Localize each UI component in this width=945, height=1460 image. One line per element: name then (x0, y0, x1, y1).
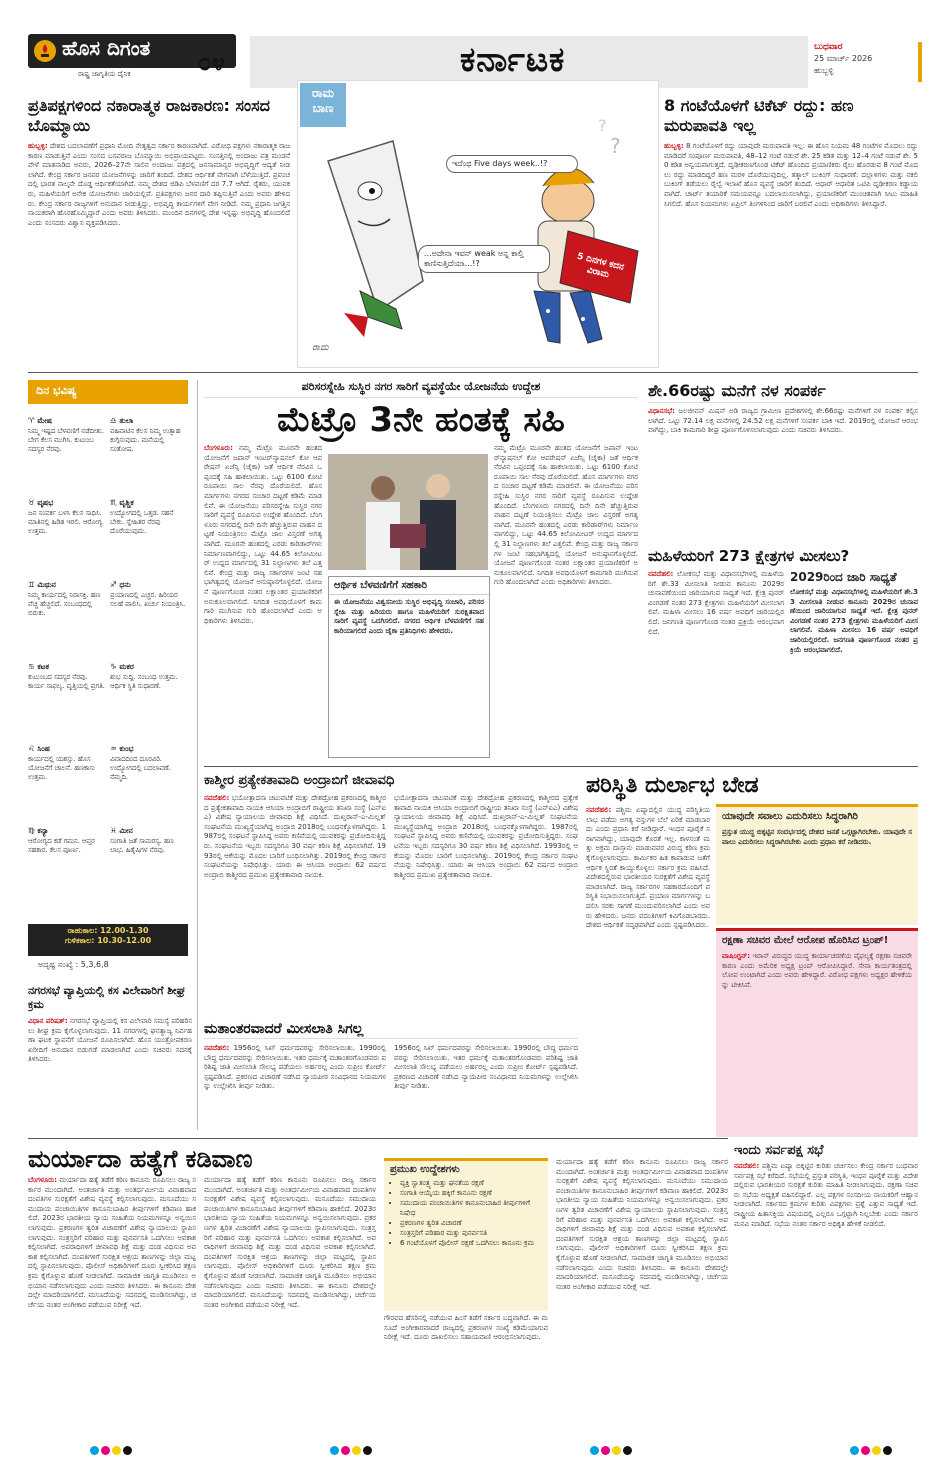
dateline: ನವದೆಹಲಿ: (204, 1044, 230, 1052)
story-conversion (204, 1020, 578, 1136)
list-item: • ಸಂತ್ರಸ್ತರಿಗೆ ಪರಿಹಾರ ಮತ್ತು ಪುನರ್ವಸತಿ (400, 1228, 542, 1238)
rahukala-box (28, 924, 188, 956)
story-subtitle: 2029ರಿಂದ ಜಾರಿ ಸಾಧ್ಯತೆ (790, 570, 897, 584)
objectives-list (384, 1178, 548, 1248)
metro-photo (328, 454, 488, 570)
lamp-icon (34, 40, 56, 62)
sign-text: 5 ದಿನಗಳ ಕದನ ವಿರಾಮ (575, 251, 625, 281)
box-title: ರಕ್ಷಣಾ ಸಚಿವರ ಮೇಲೆ ಆರೋಪ ಹೊರಿಸಿದ ಟ್ರಂಪ್! (722, 935, 889, 946)
story-body (586, 806, 710, 1134)
svg-text:?: ? (610, 134, 621, 158)
weekday: ಬುಧವಾರ (814, 42, 843, 52)
photo-placeholder-image (328, 454, 488, 570)
taurus-icon: ♉ (28, 498, 38, 507)
lucky-numbers: ಅದೃಷ್ಟ ಸಂಖ್ಯೆ : 5,3,6,8 (38, 960, 109, 969)
infobox-title: ಆರ್ಥಿಕ ಬೆಳವಣಿಗೆಗೆ ಸಹಕಾರಿ (329, 577, 489, 595)
dateline: ವಿಧಾನ ಪರಿಷತ್: (28, 1017, 68, 1025)
aquarius-icon: ♒ (110, 744, 120, 753)
story-body (648, 570, 784, 758)
bubble-left: ಇದೆಂಥ Five days week..!? (446, 155, 578, 173)
objectives-body: ಗೌರವದ ಹೆಸರಿನಲ್ಲಿ ನಡೆಯುವ ಹಿಂಸೆ ತಡೆಗೆ ಸರ್ಕಾರ ಬದ್ಧವಾಗಿದೆ. ಈ ಮಸೂದೆ ಅಂಗೀಕಾರವಾದರೆ ರಾಜ್ಯದಲ್ಲಿ ಪ್ರಕರಣಗಳ ಸಂಖ್ಯೆ ಕಡಿಮೆಯಾಗುವ ನಿರೀಕ್ಷೆ ಇದೆ. ದೂರು ದಾಖಲಿಸಲು ಸಹಾಯವಾಣಿ ಆರಂಭಿಸಲಾಗುವುದು. (384, 1314, 548, 1342)
page-number: ೦೪ (198, 48, 225, 76)
story-women (648, 546, 918, 760)
story-title: ಶೇ.66ರಷ್ಟು ಮನೆಗೆ ನಳ ಸಂಪರ್ಕ (648, 380, 918, 403)
box-body: ಪ್ರಸ್ತುತ ಯುದ್ಧ ಬಿಕ್ಕಟ್ಟಿನ ಸಂದರ್ಭದಲ್ಲಿ ದೇಶದ ಜನತೆ ಒಗ್ಗಟ್ಟಾಗಿರಬೇಕು. ಯಾವುದೇ ಸವಾಲು ಎದುರಿಸಲು ಸಿದ್ಧರಾಗಿರಬೇಕು ಎಂದು ಪ್ರಧಾನಿ ಕರೆ ನೀಡಿದರು. (722, 828, 912, 846)
bubble-right: ...ಅದೇನಾ ಇವನ್ weak ಅನ್ನ ಕಾಲ್ತಿ ಕಾಣಿಸುತ್ತಿದೆಯಾ...!? (418, 245, 550, 273)
leo-icon: ♌ (28, 744, 38, 753)
box-title: ಯಾವುದೇ ಸವಾಲು ಎದುರಿಸಲು ಸಿದ್ಧರಾಗಿರಿ (722, 811, 858, 822)
aries-icon: ♈ (28, 416, 38, 425)
story-title: ಕಾಶ್ಮೀರ ಪ್ರತ್ಯೇಕತಾವಾದಿ ಅಂದ್ರಾಬಿಗೆ ಜೀವಾವಧಿ (204, 773, 395, 788)
sign-mesha: ♈ ಮೇಷ ನಿಮ್ಮ ಇಷ್ಟದ ಬೆಳವಣಿಗೆ ನಡೆದೀತು. ಬೇಗ ಕೆಲಸ ಮುಗಿಸಿ. ಕುಟುಂಬ ಸದಸ್ಯರ ನೆರವು. (28, 416, 104, 453)
cartoon-signature: ರಾಮ (312, 343, 329, 353)
story-body-2: ಭಯೋತ್ಪಾದನಾ ಚಟುವಟಿಕೆ ಮತ್ತು ದೇಶದ್ರೋಹ ಪ್ರಕರಣದಲ್ಲಿ ಕಾಶ್ಮೀರದ ಪ್ರತ್ಯೇಕತಾವಾದಿ ನಾಯಕಿ ಆಸಿಯಾ ಅಂದ್ರಾಬಿಗೆ ರಾಷ್ಟ್ರೀಯ ತನಿಖಾ ಸಂಸ್ಥೆ (ಎನ್‌ಐಎ) ವಿಶೇಷ ನ್ಯಾಯಾಲಯ ಜೀವಾವಧಿ ಶಿಕ್ಷೆ ವಿಧಿಸಿದೆ. ದುಖ್ತರಾನ್-ಎ-ಮಿಲ್ಲತ್ ಸಂಘಟನೆಯ ಮುಖ್ಯಸ್ಥೆಯಾಗಿದ್ದ ಅಂದ್ರಾಬಿ 2018ರಲ್ಲಿ ಬಂಧನಕ್ಕೊಳಗಾಗಿದ್ದರು. 1987ರಲ್ಲಿ ಸಂಘಟನೆ ಸ್ಥಾಪಿಸಿದ್ದ ಅವರು ಕಣಿವೆಯಲ್ಲಿ ಯುವಕರನ್ನು ಪ್ರಚೋದಿಸುತ್ತಿದ್ದರು. ಸಂಘಟನೆಯ ಇಬ್ಬರು ಸದಸ್ಯರಿಗೂ 30 ವರ್ಷ ಕಠಿಣ ಶಿಕ್ಷೆ ವಿಧಿಸಲಾಗಿದೆ. 1993ರಲ್ಲಿ ಆಕೆಯನ್ನು ಮೊದಲ ಬಾರಿಗೆ ಬಂಧಿಸಲಾಗಿತ್ತು. 2019ರಲ್ಲಿ ಕೇಂದ್ರ ಸರ್ಕಾರ ಸಂಘಟನೆಯನ್ನು ನಿಷೇಧಿಸಿತ್ತು. ಯಾರು ಈ ಆಸಿಯಾ ಅಂದ್ರಾಬಿ: 62 ವರ್ಷದ ಅಂದ್ರಾಬಿ ಕಾಶ್ಮೀರದ ಪ್ರಮುಖ ಪ್ರತ್ಯೇಕತಾವಾದಿ ನಾಯಕಿ. (394, 794, 578, 879)
dateline: ಹುಬ್ಬಳ್ಳಿ: (664, 142, 684, 150)
story-title: ಮಹಿಳೆಯರಿಗೆ 273 ಕ್ಷೇತ್ರಗಳ ಮೀಸಲು? (648, 547, 850, 565)
date-block (814, 42, 922, 82)
pisces-icon: ♓ (110, 826, 120, 835)
sign-kumbha: ♒ ಕುಂಭ ವಿವಾದದಿಂದ ದೂರವಿರಿ. ಉದ್ಯೋಗದಲ್ಲಿ ಬದಲಾವಣೆ. ನೆಮ್ಮದಿ. (110, 744, 171, 781)
list-item: • ವ್ಯಕ್ತಿ ಸ್ವಾತಂತ್ರ್ಯ ಮತ್ತು ಘನತೆಯ ರಕ್ಷಣೆ (400, 1178, 542, 1188)
body-text: ಜಲಜೀವನ್ ಮಿಷನ್ ಅಡಿ ರಾಜ್ಯದ ಗ್ರಾಮೀಣ ಪ್ರದೇಶಗಳಲ್ಲಿ ಶೇ.66ರಷ್ಟು ಮನೆಗಳಿಗೆ ನಳ ಸಂಪರ್ಕ ಕಲ್ಪಿಸಲಾಗಿದೆ. ಒಟ್ಟು 72.14 ಲಕ್ಷ ಮನೆಗಳಲ್ಲಿ 24.52 ಲಕ್ಷ ಮನೆಗಳಿಗೆ ಸಂಪರ್ಕ ಬಾಕಿ ಇದೆ. 2019ರಲ್ಲಿ ಯೋಜನೆ ಆರಂಭವಾಗಿದ್ದು, ಬಾಕಿ ಕಾಮಗಾರಿ ಶೀಘ್ರ ಪೂರ್ಣಗೊಳಿಸಲಾಗುವುದು ಎಂದು ಸಚಿವರು ತಿಳಿಸಿದರು. (648, 407, 918, 435)
list-item: • ಸಮುದಾಯ ಪಂಚಾಯಿತಿಗಳ ಕಾನೂನುಬಾಹಿರ ತೀರ್ಪುಗಳಿಗೆ ನಿಷೇಧ (400, 1198, 542, 1218)
cartoon-drawing (298, 81, 658, 367)
dateline: ಬೆಂಗಳೂರು: (28, 1176, 57, 1184)
sign-meena: ♓ ಮೀನ ಸಂಗಾತಿ ಜತೆ ಸಾಮರಸ್ಯ. ಹಣ ಲಾಭ. ಹಿತೈಷಿಗಳ ನೆರವು. (110, 826, 174, 854)
dateline: ನವದೆಹಲಿ: (734, 1162, 760, 1170)
rahukala: ರಾಹುಕಾಲ: 12.00-1.30 (67, 926, 149, 935)
body-text: 8 ಗಂಟೆಯೊಳಗೆ ರದ್ದು ಯಾವುದೇ ಮರುಪಾವತಿ ಇಲ್ಲ: ಈ ಹೊಸ ನಿಯಮ 48 ಗಂಟೆಗಳ ಮೊದಲು ರದ್ದು ಮಾಡಿದರೆ ಸಂಪೂರ್ಣ ಮರುಪಾವತಿ, 48–12 ಗಂಟೆ ನಡುವೆ ಶೇ. 25 ಕಡಿತ ಮತ್ತು 12–4 ಗಂಟೆ ನಡುವೆ ಶೇ. 50 ಕಡಿತ ಅನ್ವಯವಾಗುತ್ತದೆ. ದೃಢೀಕರಣಗೊಂಡ ಟಿಕೆಟ್ ಹೊಂದಿದ ಪ್ರಯಾಣಿಕರು ರೈಲು ಹೊರಡುವ 8 ಗಂಟೆ ಮೊದಲು ರದ್ದು ಮಾಡದಿದ್ದರೆ ಹಣ ಮರಳಿ ದೊರೆಯುವುದಿಲ್ಲ. ತತ್ಕಾಲ್ ಬುಕಿಂಗ್ ಸುಧಾರಣೆ: ದಲ್ಲಾಳಿಗಳು ಮತ್ತು ನಕಲಿ ಬುಕಿಂಗ್ ತಡೆಯಲು ರೈಲ್ವೆ ಇಲಾಖೆ ಹೊಸ ವ್ಯವಸ್ಥೆ ಜಾರಿಗೆ ತಂದಿದೆ. ಆಧಾರ್ ಆಧಾರಿತ ಒಟಿಪಿ ದೃಢೀಕರಣ ಕಡ್ಡಾಯವಾಗಿದೆ. ಚಾರ್ಟ್ ತಯಾರಿಕೆ ಸಮಯವನ್ನೂ ಬದಲಾಯಿಸಲಾಗಿದ್ದು, ಪ್ರಯಾಣಿಕರಿಗೆ ಮುಂಚಿತವಾಗಿ ಸೀಟು ಮಾಹಿತಿ ಸಿಗಲಿದೆ. ಹೊಸ ನಿಯಮಗಳು ಏಪ್ರಿಲ್ ತಿಂಗಳಿನಿಂದ ಜಾರಿಗೆ ಬರಲಿವೆ ಎಂದು ಅಧಿಕಾರಿಗಳು ತಿಳಿಸಿದ್ದಾರೆ. (664, 142, 918, 208)
cancer-icon: ♋ (28, 662, 38, 671)
body-text: ಪಶ್ಚಿಮ ಏಷ್ಯಾದಲ್ಲಿನ ಯುದ್ಧ ಪರಿಸ್ಥಿತಿಯ ಲಾಭ ಪಡೆದು ಅಗತ್ಯ ವಸ್ತುಗಳ ಬೆಲೆ ಏರಿಕೆ ಮಾಡಬಾರದು ಎಂದು ಪ್ರಧಾನಿ ಕರೆ ನೀಡಿದ್ದಾರೆ. ಇಂಧನ ಪೂರೈಕೆ ಸರಾಗವಾಗಿದ್ದು, ಯಾವುದೇ ಕೊರತೆ ಇಲ್ಲ. ಕಾಳಸಂತೆ ಮತ್ತು ಅಕ್ರಮ ದಾಸ್ತಾನು ಮಾಡುವವರ ವಿರುದ್ಧ ಕಠಿಣ ಕ್ರಮ ಕೈಗೊಳ್ಳಲಾಗುವುದು. ಕಾರ್ಮಿಕರ ಹಿತ ಕಾಪಾಡುವ ಜತೆಗೆ ಆರ್ಥಿಕ ಸ್ಥಿರತೆ ಕಾಯ್ದುಕೊಳ್ಳಲು ಸರ್ಕಾರ ಕ್ರಮ ವಹಿಸಿದೆ. ವಿದೇಶದಲ್ಲಿರುವ ಭಾರತೀಯರ ಸುರಕ್ಷತೆಗೆ ವಿಶೇಷ ವ್ಯವಸ್ಥೆ ಮಾಡಲಾಗಿದೆ. ರಾಜ್ಯ ಸರ್ಕಾರಗಳ ಸಹಕಾರದೊಂದಿಗೆ ಪರಿಸ್ಥಿತಿ ನಿಭಾಯಿಸಲಾಗುತ್ತಿದೆ. ಪ್ರಯಾಣ ಮಾರ್ಗಗಳನ್ನು ಬದಲಿಸಿ ಸರಕು ಸಾಗಣೆ ಮುಂದುವರಿಸಲಾಗಿದೆ ಎಂದು ಅವರು ಹೇಳಿದರು. ಜನರು ವದಂತಿಗಳಿಗೆ ಕಿವಿಗೊಡಬಾರದು. ದೇಶದ ಆರ್ಥಿಕತೆ ಸದೃಢವಾಗಿದೆ ಎಂದು ಸ್ಪಷ್ಟಪಡಿಸಿದರು. (586, 806, 710, 930)
body-text: ಭಯೋತ್ಪಾದನಾ ಚಟುವಟಿಕೆ ಮತ್ತು ದೇಶದ್ರೋಹ ಪ್ರಕರಣದಲ್ಲಿ ಕಾಶ್ಮೀರದ ಪ್ರತ್ಯೇಕತಾವಾದಿ ನಾಯಕಿ ಆಸಿಯಾ ಅಂದ್ರಾಬಿಗೆ ರಾಷ್ಟ್ರೀಯ ತನಿಖಾ ಸಂಸ್ಥೆ (ಎನ್‌ಐಎ) ವಿಶೇಷ ನ್ಯಾಯಾಲಯ ಜೀವಾವಧಿ ಶಿಕ್ಷೆ ವಿಧಿಸಿದೆ. ದುಖ್ತರಾನ್-ಎ-ಮಿಲ್ಲತ್ ಸಂಘಟನೆಯ ಮುಖ್ಯಸ್ಥೆಯಾಗಿದ್ದ ಅಂದ್ರಾಬಿ 2018ರಲ್ಲಿ ಬಂಧನಕ್ಕೊಳಗಾಗಿದ್ದರು. 1987ರಲ್ಲಿ ಸಂಘಟನೆ ಸ್ಥಾಪಿಸಿದ್ದ ಅವರು ಕಣಿವೆಯಲ್ಲಿ ಯುವಕರನ್ನು ಪ್ರಚೋದಿಸುತ್ತಿದ್ದರು. ಸಂಘಟನೆಯ ಇಬ್ಬರು ಸದಸ್ಯರಿಗೂ 30 ವರ್ಷ ಕಠಿಣ ಶಿಕ್ಷೆ ವಿಧಿಸಲಾಗಿದೆ. 1993ರಲ್ಲಿ ಆಕೆಯನ್ನು ಮೊದಲ ಬಾರಿಗೆ ಬಂಧಿಸಲಾಗಿತ್ತು. 2019ರಲ್ಲಿ ಕೇಂದ್ರ ಸರ್ಕಾರ ಸಂಘಟನೆಯನ್ನು ನಿಷೇಧಿಸಿತ್ತು. ಯಾರು ಈ ಆಸಿಯಾ ಅಂದ್ರಾಬಿ: 62 ವರ್ಷದ ಅಂದ್ರಾಬಿ ಕಾಶ್ಮೀರದ ಪ್ರಮುಖ ಪ್ರತ್ಯೇಕತಾವಾದಿ ನಾಯಕಿ. (204, 794, 386, 879)
list-item: • ಸಂಗಾತಿ ಆಯ್ಕೆಯ ಹಕ್ಕಿಗೆ ಕಾನೂನು ರಕ್ಷಣೆ (400, 1188, 542, 1198)
story-kashmir (204, 772, 578, 1012)
capricorn-icon: ♑ (110, 662, 120, 671)
story-title: ಮರ್ಯಾದಾ ಹತ್ಯೆಗೆ ಕಡಿವಾಣ (28, 1145, 253, 1173)
brand-name: ಹೊಸ ದಿಗಂತ (62, 36, 151, 60)
story-kicker: ಪರಿಸರಸ್ನೇಹಿ ಸುಸ್ಥಿರ ನಗರ ಸಾರಿಗೆ ವ್ಯವಸ್ಥೆಯೇ ಯೋಜನೆಯ ಉದ್ದೇಶ (204, 380, 638, 398)
story-title: ಇಂದು ಸರ್ವಪಕ್ಷ ಸಭೆ (734, 1143, 824, 1158)
story-body-2: 1956ರಲ್ಲಿ ಸಿಖ್ ಧರ್ಮದವರನ್ನು ಸೇರಿಸಲಾಯಿತು. 1990ರಲ್ಲಿ ಬೌದ್ಧ ಧರ್ಮದವರನ್ನು ಸೇರಿಸಲಾಯಿತು. ಇತರ ಧರ್ಮಕ್ಕೆ ಮತಾಂತರಗೊಂಡವರು ಪರಿಶಿಷ್ಟ ಜಾತಿ ಮೀಸಲಾತಿ ಸೌಲಭ್ಯ ಪಡೆಯಲು ಅರ್ಹರಲ್ಲ ಎಂದು ಸುಪ್ರೀಂ ಕೋರ್ಟ್ ಸ್ಪಷ್ಟಪಡಿಸಿದೆ. ಪ್ರಕರಣದ ವಿಚಾರಣೆ ನಡೆಸಿದ ನ್ಯಾಯಪೀಠ ಸಂವಿಧಾನದ ನಿಯಮಗಳನ್ನು ಉಲ್ಲೇಖಿಸಿ ತೀರ್ಪು ನೀಡಿತು. (394, 1044, 578, 1091)
body-text: ಲೋಕಸಭೆ ಮತ್ತು ವಿಧಾನಸಭೆಗಳಲ್ಲಿ ಮಹಿಳೆಯರಿಗೆ ಶೇ.33 ಮೀಸಲಾತಿ ನೀಡುವ ಕಾನೂನು 2029ರ ಚುನಾವಣೆಯಿಂದ ಜಾರಿಯಾಗುವ ಸಾಧ್ಯತೆ ಇದೆ. ಕ್ಷೇತ್ರ ಪುನರ್ ವಿಂಗಡಣೆ ನಂತರ 273 ಕ್ಷೇತ್ರಗಳು ಮಹಿಳೆಯರಿಗೆ ಮೀಸಲಾಗಲಿವೆ. ಮಹಿಳಾ ಮೀಸಲು 16 ವರ್ಷ ಅವಧಿಗೆ ಜಾರಿಯಲ್ಲಿರಲಿದೆ. ಜನಗಣತಿ ಪೂರ್ಣಗೊಂಡ ನಂತರ ಪ್ರಕ್ರಿಯೆ ಆರಂಭವಾಗಲಿದೆ. (648, 570, 784, 636)
horoscope-title: ದಿನ ಭವಿಷ್ಯ (28, 380, 188, 404)
box-objectives (384, 1158, 548, 1311)
dateline: ವಿಧಾನಸಭೆ: (648, 407, 675, 415)
story-water (648, 380, 918, 540)
divider (204, 766, 918, 767)
sign-makara: ♑ ಮಕರ ಶುಭ ಸುದ್ದಿ. ಸಂಬಂಧ ಉತ್ತಮ. ಆರ್ಥಿಕ ಸ್ಥಿತಿ ಸುಧಾರಣೆ. (110, 662, 178, 690)
dateline: ಹುಬ್ಬಳ್ಳಿ: (28, 142, 48, 150)
section-title: ಕರ್ನಾಟಕ (460, 40, 566, 80)
svg-text:?: ? (598, 116, 607, 135)
story-title: ಪರಿಸ್ಥಿತಿ ದುರ್ಲಾಭ ಬೇಡ (586, 773, 759, 798)
list-item: • 6 ಗಂಟೆಯೊಳಗೆ ಪೊಲೀಸ್ ರಕ್ಷಣೆ ಒದಗಿಸಲು ಕಾನೂನು ಕ್ರಮ (400, 1238, 542, 1248)
date: 25 ಮಾರ್ಚ್ 2026 (814, 54, 873, 63)
dateline: ನವದೆಹಲಿ: (586, 806, 612, 814)
story-body-2: ಮರ್ಯಾದಾ ಹತ್ಯೆ ತಡೆಗೆ ಕಠಿಣ ಕಾನೂನು ರೂಪಿಸಲು ರಾಜ್ಯ ಸರ್ಕಾರ ಮುಂದಾಗಿದೆ. ಅಂತರ್ಜಾತಿ ಮತ್ತು ಅಂತರ್ಧರ್ಮೀಯ ವಿವಾಹವಾದ ದಂಪತಿಗಳ ಸುರಕ್ಷತೆಗೆ ವಿಶೇಷ ವ್ಯವಸ್ಥೆ ಕಲ್ಪಿಸಲಾಗುವುದು. ಮಸೂದೆಯು ಸಮುದಾಯ ಪಂಚಾಯಿತಿಗಳ ಕಾನೂನುಬಾಹಿರ ತೀರ್ಪುಗಳಿಗೆ ಕಡಿವಾಣ ಹಾಕಲಿದೆ. 2023ರ ಭಾರತೀಯ ನ್ಯಾಯ ಸಂಹಿತೆಯ ನಿಯಮಗಳನ್ನೂ ಅನ್ವಯಿಸಲಾಗುವುದು. ಪ್ರಕರಣಗಳ ತ್ವರಿತ ವಿಚಾರಣೆಗೆ ವಿಶೇಷ ನ್ಯಾಯಾಲಯ ಸ್ಥಾಪಿಸಲಾಗುವುದು. ಸಂತ್ರಸ್ತರಿಗೆ ಪರಿಹಾರ ಮತ್ತು ಪುನರ್ವಸತಿ ಒದಗಿಸಲು ಅವಕಾಶ ಕಲ್ಪಿಸಲಾಗಿದೆ. ಅಪರಾಧಿಗಳಿಗೆ ಜೀವಾವಧಿ ಶಿಕ್ಷೆ ಮತ್ತು ದಂಡ ವಿಧಿಸುವ ಅವಕಾಶ ಕಲ್ಪಿಸಲಾಗಿದೆ. ದಂಪತಿಗಳಿಗೆ ಸುರಕ್ಷಿತ ಆಶ್ರಯ ತಾಣಗಳನ್ನು ಜಿಲ್ಲಾ ಮಟ್ಟದಲ್ಲಿ ಸ್ಥಾಪಿಸಲಾಗುವುದು. ಪೊಲೀಸ್ ಅಧಿಕಾರಿಗಳಿಗೆ ದೂರು ಸ್ವೀಕರಿಸಿದ ತಕ್ಷಣ ಕ್ರಮ ಕೈಗೊಳ್ಳುವ ಹೊಣೆ ನೀಡಲಾಗಿದೆ. ಸಾಮಾಜಿಕ ಜಾಗೃತಿ ಮೂಡಿಸಲು ಅಭಿಯಾನ ನಡೆಸಲಾಗುವುದು ಎಂದು ಸಚಿವರು ತಿಳಿಸಿದರು. ಈ ಕಾನೂನು ದೇಶದಲ್ಲೇ ಮಾದರಿಯಾಗಲಿದೆ. ಮಸೂದೆಯನ್ನು ಸದನದಲ್ಲಿ ಮಂಡಿಸಲಾಗಿದ್ದು, ಚರ್ಚೆಯ ನಂತರ ಅಂಗೀಕಾರ ಪಡೆಯುವ ನಿರೀಕ್ಷೆ ಇದೆ. (204, 1176, 376, 1309)
registration-marks-mid (590, 1440, 634, 1459)
story-title: ನಗರಸಭೆ ವ್ಯಾಪ್ತಿಯಲ್ಲಿ ಕಸ ವಿಲೇವಾರಿಗೆ ಶೀಘ್ರ ಕ್ರಮ (28, 984, 186, 1011)
box-questions (716, 804, 918, 925)
story-body (28, 1017, 192, 1121)
dateline: ವಾಷಿಂಗ್ಟನ್: (722, 952, 751, 960)
dateline: ನವದೆಹಲಿ: (648, 570, 674, 578)
story-body-3: ಮರ್ಯಾದಾ ಹತ್ಯೆ ತಡೆಗೆ ಕಠಿಣ ಕಾನೂನು ರೂಪಿಸಲು ರಾಜ್ಯ ಸರ್ಕಾರ ಮುಂದಾಗಿದೆ. ಅಂತರ್ಜಾತಿ ಮತ್ತು ಅಂತರ್ಧರ್ಮೀಯ ವಿವಾಹವಾದ ದಂಪತಿಗಳ ಸುರಕ್ಷತೆಗೆ ವಿಶೇಷ ವ್ಯವಸ್ಥೆ ಕಲ್ಪಿಸಲಾಗುವುದು. ಮಸೂದೆಯು ಸಮುದಾಯ ಪಂಚಾಯಿತಿಗಳ ಕಾನೂನುಬಾಹಿರ ತೀರ್ಪುಗಳಿಗೆ ಕಡಿವಾಣ ಹಾಕಲಿದೆ. 2023ರ ಭಾರತೀಯ ನ್ಯಾಯ ಸಂಹಿತೆಯ ನಿಯಮಗಳನ್ನೂ ಅನ್ವಯಿಸಲಾಗುವುದು. ಪ್ರಕರಣಗಳ ತ್ವರಿತ ವಿಚಾರಣೆಗೆ ವಿಶೇಷ ನ್ಯಾಯಾಲಯ ಸ್ಥಾಪಿಸಲಾಗುವುದು. ಸಂತ್ರಸ್ತರಿಗೆ ಪರಿಹಾರ ಮತ್ತು ಪುನರ್ವಸತಿ ಒದಗಿಸಲು ಅವಕಾಶ ಕಲ್ಪಿಸಲಾಗಿದೆ. ಅಪರಾಧಿಗಳಿಗೆ ಜೀವಾವಧಿ ಶಿಕ್ಷೆ ಮತ್ತು ದಂಡ ವಿಧಿಸುವ ಅವಕಾಶ ಕಲ್ಪಿಸಲಾಗಿದೆ. ದಂಪತಿಗಳಿಗೆ ಸುರಕ್ಷಿತ ಆಶ್ರಯ ತಾಣಗಳನ್ನು ಜಿಲ್ಲಾ ಮಟ್ಟದಲ್ಲಿ ಸ್ಥಾಪಿಸಲಾಗುವುದು. ಪೊಲೀಸ್ ಅಧಿಕಾರಿಗಳಿಗೆ ದೂರು ಸ್ವೀಕರಿಸಿದ ತಕ್ಷಣ ಕ್ರಮ ಕೈಗೊಳ್ಳುವ ಹೊಣೆ ನೀಡಲಾಗಿದೆ. ಸಾಮಾಜಿಕ ಜಾಗೃತಿ ಮೂಡಿಸಲು ಅಭಿಯಾನ ನಡೆಸಲಾಗುವುದು ಎಂದು ಸಚಿವರು ತಿಳಿಸಿದರು. ಈ ಕಾನೂನು ದೇಶದಲ್ಲೇ ಮಾದರಿಯಾಗಲಿದೆ. ಮಸೂದೆಯನ್ನು ಸದನದಲ್ಲಿ ಮಂಡಿಸಲಾಗಿದ್ದು, ಚರ್ಚೆಯ ನಂತರ ಅಂಗೀಕಾರ ಪಡೆಯುವ ನಿರೀಕ್ಷೆ ಇದೆ. (556, 1158, 728, 1291)
divider (28, 372, 918, 373)
divider (28, 1138, 728, 1139)
brand-tagline: ರಾಷ್ಟ್ರ ಜಾಗೃತಿಯ ದೈನಿಕ (78, 70, 131, 78)
story-body-2: ಲೋಕಸಭೆ ಮತ್ತು ವಿಧಾನಸಭೆಗಳಲ್ಲಿ ಮಹಿಳೆಯರಿಗೆ ಶೇ.33 ಮೀಸಲಾತಿ ನೀಡುವ ಕಾನೂನು 2029ರ ಚುನಾವಣೆಯಿಂದ ಜಾರಿಯಾಗುವ ಸಾಧ್ಯತೆ ಇದೆ. ಕ್ಷೇತ್ರ ಪುನರ್ ವಿಂಗಡಣೆ ನಂತರ 273 ಕ್ಷೇತ್ರಗಳು ಮಹಿಳೆಯರಿಗೆ ಮೀಸಲಾಗಲಿವೆ. ಮಹಿಳಾ ಮೀಸಲು 16 ವರ್ಷ ಅವಧಿಗೆ ಜಾರಿಯಲ್ಲಿರಲಿದೆ. ಜನಗಣತಿ ಪೂರ್ಣಗೊಂಡ ನಂತರ ಪ್ರಕ್ರಿಯೆ ಆರಂಭವಾಗಲಿದೆ. (790, 588, 918, 654)
box-trump (716, 928, 918, 1137)
story-body (28, 142, 290, 364)
story-title: 8 ಗಂಟೆಯೊಳಗೆ ಟಿಕೆಟ್ ರದ್ದು: ಹಣ ಮರುಪಾವತಿ ಇಲ್ಲ (664, 96, 854, 135)
story-body-right: ನಮ್ಮ ಮೆಟ್ರೊ ಮೂರನೇ ಹಂತದ ಯೋಜನೆಗೆ ಜಪಾನ್ ಇಂಟರ್‌ನ್ಯಾಷನಲ್ ಕೋ ಆಪರೇಷನ್ ಏಜೆನ್ಸಿ (ಜೈಕಾ) ಜತೆ ಆರ್ಥಿಕ ನೆರವಿನ ಒಪ್ಪಂದಕ್ಕೆ ಸಹಿ ಹಾಕಲಾಯಿತು. ಒಟ್ಟು 6100 ಕೋಟಿ ರೂಪಾಯಿ ಸಾಲ ನೆರವು ದೊರೆಯಲಿದೆ. ಹೊಸ ಮಾರ್ಗಗಳು ನಗರದ ಸಂಚಾರ ದಟ್ಟಣೆ ಕಡಿಮೆ ಮಾಡಲಿವೆ. ಈ ಯೋಜನೆಯು ಪರಿಸರಸ್ನೇಹಿ ಸುಸ್ಥಿರ ನಗರ ಸಾರಿಗೆ ವ್ಯವಸ್ಥೆ ರೂಪಿಸುವ ಉದ್ದೇಶ ಹೊಂದಿದೆ. ಬೆಂಗಳೂರು ನಗರದಲ್ಲಿ ದಿನೇ ದಿನೇ ಹೆಚ್ಚುತ್ತಿರುವ ವಾಹನ ದಟ್ಟಣೆ ನಿಯಂತ್ರಿಸಲು ಮೆಟ್ರೊ ಜಾಲ ವಿಸ್ತರಣೆ ಅಗತ್ಯವಾಗಿದೆ. ಮೂರನೇ ಹಂತದಲ್ಲಿ ಎರಡು ಕಾರಿಡಾರ್‌ಗಳು ನಿರ್ಮಾಣವಾಗಲಿದ್ದು, ಒಟ್ಟು 44.65 ಕಿಲೋಮೀಟರ್ ಉದ್ದದ ಮಾರ್ಗದಲ್ಲಿ 31 ನಿಲ್ದಾಣಗಳು ತಲೆ ಎತ್ತಲಿವೆ. ಕೇಂದ್ರ ಮತ್ತು ರಾಜ್ಯ ಸರ್ಕಾರಗಳ ಜಂಟಿ ಸಹಭಾಗಿತ್ವದಲ್ಲಿ ಯೋಜನೆ ಅನುಷ್ಠಾನಗೊಳ್ಳಲಿದೆ. ಯೋಜನೆ ಪೂರ್ಣಗೊಂಡ ನಂತರ ಲಕ್ಷಾಂತರ ಪ್ರಯಾಣಿಕರಿಗೆ ಅನುಕೂಲವಾಗಲಿದೆ. ನಿಗದಿತ ಅವಧಿಯೊಳಗೆ ಕಾಮಗಾರಿ ಮುಗಿಸುವ ಗುರಿ ಹೊಂದಲಾಗಿದೆ ಎಂದು ಅಧಿಕಾರಿಗಳು ತಿಳಿಸಿದರು. (494, 444, 638, 587)
sign-kataka: ♋ ಕಟಕ ಕುಟುಂಬದ ಸದಸ್ಯರ ನೆರವು. ಕಾರ್ಯ ಸಾಫಲ್ಯ. ವೃತ್ತಿಯಲ್ಲಿ ಪ್ರಗತಿ. (28, 662, 105, 690)
gemini-icon: ♊ (28, 580, 38, 589)
body-text: ಮರ್ಯಾದಾ ಹತ್ಯೆ ತಡೆಗೆ ಕಠಿಣ ಕಾನೂನು ರೂಪಿಸಲು ರಾಜ್ಯ ಸರ್ಕಾರ ಮುಂದಾಗಿದೆ. ಅಂತರ್ಜಾತಿ ಮತ್ತು ಅಂತರ್ಧರ್ಮೀಯ ವಿವಾಹವಾದ ದಂಪತಿಗಳ ಸುರಕ್ಷತೆಗೆ ವಿಶೇಷ ವ್ಯವಸ್ಥೆ ಕಲ್ಪಿಸಲಾಗುವುದು. ಮಸೂದೆಯು ಸಮುದಾಯ ಪಂಚಾಯಿತಿಗಳ ಕಾನೂನುಬಾಹಿರ ತೀರ್ಪುಗಳಿಗೆ ಕಡಿವಾಣ ಹಾಕಲಿದೆ. 2023ರ ಭಾರತೀಯ ನ್ಯಾಯ ಸಂಹಿತೆಯ ನಿಯಮಗಳನ್ನೂ ಅನ್ವಯಿಸಲಾಗುವುದು. ಪ್ರಕರಣಗಳ ತ್ವರಿತ ವಿಚಾರಣೆಗೆ ವಿಶೇಷ ನ್ಯಾಯಾಲಯ ಸ್ಥಾಪಿಸಲಾಗುವುದು. ಸಂತ್ರಸ್ತರಿಗೆ ಪರಿಹಾರ ಮತ್ತು ಪುನರ್ವಸತಿ ಒದಗಿಸಲು ಅವಕಾಶ ಕಲ್ಪಿಸಲಾಗಿದೆ. ಅಪರಾಧಿಗಳಿಗೆ ಜೀವಾವಧಿ ಶಿಕ್ಷೆ ಮತ್ತು ದಂಡ ವಿಧಿಸುವ ಅವಕಾಶ ಕಲ್ಪಿಸಲಾಗಿದೆ. ದಂಪತಿಗಳಿಗೆ ಸುರಕ್ಷಿತ ಆಶ್ರಯ ತಾಣಗಳನ್ನು ಜಿಲ್ಲಾ ಮಟ್ಟದಲ್ಲಿ ಸ್ಥಾಪಿಸಲಾಗುವುದು. ಪೊಲೀಸ್ ಅಧಿಕಾರಿಗಳಿಗೆ ದೂರು ಸ್ವೀಕರಿಸಿದ ತಕ್ಷಣ ಕ್ರಮ ಕೈಗೊಳ್ಳುವ ಹೊಣೆ ನೀಡಲಾಗಿದೆ. ಸಾಮಾಜಿಕ ಜಾಗೃತಿ ಮೂಡಿಸಲು ಅಭಿಯಾನ ನಡೆಸಲಾಗುವುದು ಎಂದು ಸಚಿವರು ತಿಳಿಸಿದರು. ಈ ಕಾನೂನು ದೇಶದಲ್ಲೇ ಮಾದರಿಯಾಗಲಿದೆ. ಮಸೂದೆಯನ್ನು ಸದನದಲ್ಲಿ ಮಂಡಿಸಲಾಗಿದ್ದು, ಚರ್ಚೆಯ ನಂತರ ಅಂಗೀಕಾರ ಪಡೆಯುವ ನಿರೀಕ್ಷೆ ಇದೆ. (28, 1176, 196, 1309)
libra-icon: ♎ (110, 416, 120, 425)
story-body (734, 1162, 918, 1418)
dateline: ಬೆಂಗಳೂರು: (204, 444, 233, 452)
badge-top: ರಾಮ (312, 86, 334, 100)
sign-tula: ♎ ತುಲಾ ವಹಿವಾಟಿನ ಕೆಲಸ ನಿಮ್ಮ ಉತ್ಸಾಹ ಕುಗ್ಗಿಸುವುದು. ಮನೆಯಲ್ಲಿ ಸಂತೋಷ. (110, 416, 181, 453)
sign-kanya: ♍ ಕನ್ಯಾ ಆರೋಗ್ಯದ ಕಡೆ ಗಮನ. ಆಪ್ತರ ಸಹಕಾರ. ಕೆಲಸ ಪೂರ್ಣ. (28, 826, 95, 854)
story-tickets (664, 96, 918, 366)
box-title: ಪ್ರಮುಖ ಉದ್ದೇಶಗಳು (390, 1164, 460, 1175)
story-title: ಮೆಟ್ರೊ 3ನೇ ಹಂತಕ್ಕೆ ಸಹಿ (277, 400, 565, 440)
body-text: ನಮ್ಮ ಮೆಟ್ರೊ ಮೂರನೇ ಹಂತದ ಯೋಜನೆಗೆ ಜಪಾನ್ ಇಂಟರ್‌ನ್ಯಾಷನಲ್ ಕೋ ಆಪರೇಷನ್ ಏಜೆನ್ಸಿ (ಜೈಕಾ) ಜತೆ ಆರ್ಥಿಕ ನೆರವಿನ ಒಪ್ಪಂದಕ್ಕೆ ಸಹಿ ಹಾಕಲಾಯಿತು. ಒಟ್ಟು 6100 ಕೋಟಿ ರೂಪಾಯಿ ಸಾಲ ನೆರವು ದೊರೆಯಲಿದೆ. ಹೊಸ ಮಾರ್ಗಗಳು ನಗರದ ಸಂಚಾರ ದಟ್ಟಣೆ ಕಡಿಮೆ ಮಾಡಲಿವೆ. ಈ ಯೋಜನೆಯು ಪರಿಸರಸ್ನೇಹಿ ಸುಸ್ಥಿರ ನಗರ ಸಾರಿಗೆ ವ್ಯವಸ್ಥೆ ರೂಪಿಸುವ ಉದ್ದೇಶ ಹೊಂದಿದೆ. ಬೆಂಗಳೂರು ನಗರದಲ್ಲಿ ದಿನೇ ದಿನೇ ಹೆಚ್ಚುತ್ತಿರುವ ವಾಹನ ದಟ್ಟಣೆ ನಿಯಂತ್ರಿಸಲು ಮೆಟ್ರೊ ಜಾಲ ವಿಸ್ತರಣೆ ಅಗತ್ಯವಾಗಿದೆ. ಮೂರನೇ ಹಂತದಲ್ಲಿ ಎರಡು ಕಾರಿಡಾರ್‌ಗಳು ನಿರ್ಮಾಣವಾಗಲಿದ್ದು, ಒಟ್ಟು 44.65 ಕಿಲೋಮೀಟರ್ ಉದ್ದದ ಮಾರ್ಗದಲ್ಲಿ 31 ನಿಲ್ದಾಣಗಳು ತಲೆ ಎತ್ತಲಿವೆ. ಕೇಂದ್ರ ಮತ್ತು ರಾಜ್ಯ ಸರ್ಕಾರಗಳ ಜಂಟಿ ಸಹಭಾಗಿತ್ವದಲ್ಲಿ ಯೋಜನೆ ಅನುಷ್ಠಾನಗೊಳ್ಳಲಿದೆ. ಯೋಜನೆ ಪೂರ್ಣಗೊಂಡ ನಂತರ ಲಕ್ಷಾಂತರ ಪ್ರಯಾಣಿಕರಿಗೆ ಅನುಕೂಲವಾಗಲಿದೆ. ನಿಗದಿತ ಅವಧಿಯೊಳಗೆ ಕಾಮಗಾರಿ ಮುಗಿಸುವ ಗುರಿ ಹೊಂದಲಾಗಿದೆ ಎಂದು ಅಧಿಕಾರಿಗಳು ತಿಳಿಸಿದರು. (204, 444, 322, 625)
body-text: 1956ರಲ್ಲಿ ಸಿಖ್ ಧರ್ಮದವರನ್ನು ಸೇರಿಸಲಾಯಿತು. 1990ರಲ್ಲಿ ಬೌದ್ಧ ಧರ್ಮದವರನ್ನು ಸೇರಿಸಲಾಯಿತು. ಇತರ ಧರ್ಮಕ್ಕೆ ಮತಾಂತರಗೊಂಡವರು ಪರಿಶಿಷ್ಟ ಜಾತಿ ಮೀಸಲಾತಿ ಸೌಲಭ್ಯ ಪಡೆಯಲು ಅರ್ಹರಲ್ಲ ಎಂದು ಸುಪ್ರೀಂ ಕೋರ್ಟ್ ಸ್ಪಷ್ಟಪಡಿಸಿದೆ. ಪ್ರಕರಣದ ವಿಚಾರಣೆ ನಡೆಸಿದ ನ್ಯಾಯಪೀಠ ಸಂವಿಧಾನದ ನಿಯಮಗಳನ್ನು ಉಲ್ಲೇಖಿಸಿ ತೀರ್ಪು ನೀಡಿತು. (204, 1044, 386, 1091)
metro-infobox (328, 576, 490, 758)
body-text: ನಗರಸಭೆ ವ್ಯಾಪ್ತಿಯಲ್ಲಿ ಕಸ ವಿಲೇವಾರಿ ಸಮಸ್ಯೆ ಪರಿಹರಿಸಲು ಶೀಘ್ರ ಕ್ರಮ ಕೈಗೊಳ್ಳಲಾಗುವುದು. 11 ನಗರಗಳಲ್ಲಿ ಘನತ್ಯಾಜ್ಯ ನಿರ್ವಹಣಾ ಘಟಕ ಸ್ಥಾಪನೆಗೆ ಯೋಜನೆ ರೂಪಿಸಲಾಗಿದೆ. ಹೊಸ ಯಂತ್ರೋಪಕರಣ ಖರೀದಿಗೆ ಅನುದಾನ ಬಿಡುಗಡೆ ಮಾಡಲಾಗಿದೆ ಎಂದು ಸಚಿವರು ಸದನಕ್ಕೆ ತಿಳಿಸಿದರು. (28, 1017, 192, 1064)
list-item: • ಪ್ರಕರಣಗಳ ತ್ವರಿತ ವಿಚಾರಣೆ (400, 1218, 542, 1228)
box-body (716, 950, 918, 1118)
story-body-left (204, 444, 322, 756)
registration-marks-left (90, 1440, 134, 1459)
story-body (204, 794, 386, 1010)
missile-figure (328, 141, 423, 337)
horoscope-panel (28, 380, 188, 970)
story-garbage (28, 984, 192, 1124)
virgo-icon: ♍ (28, 826, 38, 835)
sign-vrishchika: ♏ ವೃಶ್ಚಿಕ ಉದ್ಯೋಗದಲ್ಲಿ ಒತ್ತಡ. ಸಹನೆ ಬೇಕು. ಸ್ನೇಹಿತರ ನೆರವು ದೊರೆಯುವುದು. (110, 498, 174, 535)
dateline: ನವದೆಹಲಿ: (204, 794, 230, 802)
sign-simha: ♌ ಸಿಂಹ ಕಾರ್ಯದಲ್ಲಿ ಯಶಸ್ಸು. ಹೊಸ ಯೋಜನೆಗೆ ಚಾಲನೆ. ಹಣಕಾಸು ಉತ್ತಮ. (28, 744, 96, 781)
body-text: ಇರಾನ್ ವಿರುದ್ಧದ ಯುದ್ಧ ಕಾರ್ಯಾಚರಣೆಯ ವೈಫಲ್ಯಕ್ಕೆ ರಕ್ಷಣಾ ಸಚಿವರೇ ಕಾರಣ ಎಂದು ಅಮೆರಿಕ ಅಧ್ಯಕ್ಷ ಟ್ರಂಪ್ ಆರೋಪಿಸಿದ್ದಾರೆ. ಸೇನಾ ಕಾರ್ಯತಂತ್ರದಲ್ಲಿ ಲೋಪ ಉಂಟಾಗಿದೆ ಎಂದು ಅವರು ಹೇಳಿದ್ದಾರೆ. ವಿರೋಧ ಪಕ್ಷಗಳು ಅಧ್ಯಕ್ಷರ ಹೇಳಿಕೆಯನ್ನು ಟೀಕಿಸಿವೆ. (722, 952, 912, 989)
story-honor (28, 1144, 728, 1434)
badge-bottom: ಬಾಣ (312, 101, 334, 115)
story-body (648, 407, 918, 535)
sagittarius-icon: ♐ (110, 580, 120, 589)
sign-grid (28, 408, 188, 888)
gulikakala: ಗುಳಿಕಕಾಲ: 10.30-12.00 (64, 936, 152, 945)
registration-marks-right (850, 1440, 894, 1459)
story-body (28, 1176, 196, 1432)
infobox-body: ಈ ಯೋಜನೆಯು ವಿಶ್ವಸನೀಯ ಸುಸ್ಥಿರ ಅಭಿವೃದ್ಧಿ ಸಂಚಾರಿ, ಪರಿಸರ ಸ್ನೇಹಿ ಮತ್ತು ಹಿರಿಯರು ಹಾಗೂ ಮಹಿಳೆಯರಿಗೆ ಸುರಕ್ಷಿತವಾದ ಸಾರಿಗೆ ವ್ಯವಸ್ಥೆ ಒದಗಿಸಲಿದೆ. ನಗರದ ಆರ್ಥಿಕ ಬೆಳವಣಿಗೆಗೆ ಸಹಕಾರಿಯಾಗಲಿದೆ ಎಂದು ಜೈಕಾ ಪ್ರತಿನಿಧಿಗಳು ಹೇಳಿದರು. (334, 598, 484, 635)
body-text: ದೇಶದ ಬದಲಾವಣೆಗೆ ಪ್ರಧಾನಿ ಮೋದಿ ನೇತೃತ್ವದ ಸರ್ಕಾರ ಕಾರಣವಾಗಿದೆ. ವಿರೋಧ ಪಕ್ಷಗಳು ನಕಾರಾತ್ಮಕ ರಾಜಕಾರಣ ಮಾಡುತ್ತಿವೆ ಎಂದು ಸಂಸದ ಬಸವರಾಜ ಬೊಮ್ಮಾಯಿ ಅಭಿಪ್ರಾಯಪಟ್ಟರು. ಸಂಸತ್ತಿನಲ್ಲಿ ಅಂದಾಜು ಪತ್ರ ಮಂಡನೆ ವೇಳೆ ಮಾತನಾಡಿದ ಅವರು, 2026–27ನೇ ಸಾಲಿನ ಅಂದಾಜು ಪತ್ರದಲ್ಲಿ ಜನಸಾಮಾನ್ಯರ ಅಭಿವೃದ್ಧಿಗೆ ಆದ್ಯತೆ ನೀಡಲಾಗಿದೆ. ಕೇಂದ್ರ ಸರ್ಕಾರ ಜನಪರ ಯೋಜನೆಗಳನ್ನು ಜಾರಿಗೆ ತಂದಿದೆ. ದೇಶದ ಆರ್ಥಿಕತೆ ವೇಗವಾಗಿ ಬೆಳೆಯುತ್ತಿದೆ. ಪ್ರಪಂಚದಲ್ಲಿ ಭಾರತ ನಾಲ್ಕನೇ ದೊಡ್ಡ ಆರ್ಥಿಕತೆಯಾಗಿದೆ. ನಮ್ಮ ದೇಶದ ಜಿಡಿಪಿ ಬೆಳವಣಿಗೆ ದರ 7.7 ಆಗಿದೆ. ರೈತರು, ಯುವಕರು, ಮಹಿಳೆಯರಿಗೆ ಅನೇಕ ಯೋಜನೆಗಳು ಜಾರಿಯಲ್ಲಿವೆ. ಪ್ರತಿಪಕ್ಷಗಳು ಜನರ ದಾರಿ ತಪ್ಪಿಸುತ್ತಿವೆ ಎಂದು ಅವರು ಹೇಳಿದರು. ಕೇಂದ್ರ ಸರ್ಕಾರ ರಾಜ್ಯಗಳಿಗೆ ಅನುದಾನ ನೀಡುತ್ತಿದ್ದು, ಅಭಿವೃದ್ಧಿ ಕಾರ್ಯಗಳಿಗೆ ವೇಗ ನೀಡಿದೆ. ನಮ್ಮ ಪ್ರಧಾನಿ ಜಗತ್ತಿನ ನಾಯಕರಾಗಿ ಹೊರಹೊಮ್ಮಿದ್ದಾರೆ ಎಂದು ಅವರು ತಿಳಿಸಿದರು. ಮುಂದಿನ ದಿನಗಳಲ್ಲಿ ದೇಶ ಇನ್ನಷ್ಟು ಅಭಿವೃದ್ಧಿ ಹೊಂದಲಿದೆ ಎಂದು ಸಂಸದರು ವಿಶ್ವಾಸ ವ್ಯಕ್ತಪಡಿಸಿದರು. (28, 142, 290, 227)
sign-vrishabha: ♉ ವೃಷಭ ಜನ ಸಂಪರ್ಕ ಬಳಸಿ ಕೆಲಸ ಸಾಧಿಸಿ. ಮಾತಿನಲ್ಲಿ ಹಿಡಿತ ಇರಲಿ. ಆರೋಗ್ಯ ಉತ್ತಮ. (28, 498, 103, 535)
story-hindu (734, 1142, 918, 1422)
sign-dhanu: ♐ ಧನು ಪ್ರಯಾಣದಲ್ಲಿ ಎಚ್ಚರ. ಹಿರಿಯರ ಸಲಹೆ ಪಾಲಿಸಿ. ಖರ್ಚು ನಿಯಂತ್ರಿಸಿ. (110, 580, 186, 608)
story-bommai (28, 96, 290, 366)
story-body (664, 142, 918, 364)
scorpio-icon: ♏ (110, 498, 120, 507)
registration-marks-center (330, 1440, 374, 1459)
story-title: ಪ್ರತಿಪಕ್ಷಗಳಿಂದ ನಕಾರಾತ್ಮಕ ರಾಜಕಾರಣ: ಸಂಸದ ಬೊಮ್ಮಾಯಿ (28, 96, 270, 135)
story-body (204, 1044, 386, 1134)
story-title: ಮತಾಂತರವಾದರೆ ಮೀಸಲಾತಿ ಸಿಗಲ್ಲ (204, 1020, 578, 1039)
story-metro (204, 380, 638, 760)
city: ಹುಬ್ಬಳ್ಳಿ (814, 66, 834, 75)
vertical-rule (197, 380, 198, 1130)
story-crisis (586, 772, 918, 1136)
body-text: ಪಶ್ಚಿಮ ಏಷ್ಯಾ ಬಿಕ್ಕಟ್ಟಿನ ಕುರಿತು ಚರ್ಚಿಸಲು ಕೇಂದ್ರ ಸರ್ಕಾರ ಬುಧವಾರ ಸರ್ವಪಕ್ಷ ಸಭೆ ಕರೆದಿದೆ. ಸಭೆಯಲ್ಲಿ ಪ್ರಸ್ತುತ ಪರಿಸ್ಥಿತಿ, ಇಂಧನ ಪೂರೈಕೆ ಮತ್ತು ವಿದೇಶದಲ್ಲಿರುವ ಭಾರತೀಯರ ಸುರಕ್ಷತೆ ಕುರಿತು ಮಾಹಿತಿ ನೀಡಲಾಗುವುದು. ರಕ್ಷಣಾ ಸಚಿವರು ಸಭೆಯ ಅಧ್ಯಕ್ಷತೆ ವಹಿಸಲಿದ್ದಾರೆ. ಎಲ್ಲ ಪಕ್ಷಗಳ ಸಂಸದೀಯ ನಾಯಕರಿಗೆ ಆಹ್ವಾನ ನೀಡಲಾಗಿದೆ. ಸರ್ಕಾರದ ಕ್ರಮಗಳ ಕುರಿತು ವಿಪಕ್ಷಗಳು ಪ್ರಶ್ನೆ ಎತ್ತುವ ಸಾಧ್ಯತೆ ಇದೆ. ರಾಷ್ಟ್ರೀಯ ಹಿತಾಸಕ್ತಿಯ ವಿಷಯದಲ್ಲಿ ಎಲ್ಲರೂ ಒಗ್ಗಟ್ಟಾಗಿ ನಿಲ್ಲಬೇಕು ಎಂದು ಸರ್ಕಾರ ಮನವಿ ಮಾಡಿದೆ. ಸಭೆಯ ನಂತರ ಸರ್ಕಾರ ಅಧಿಕೃತ ಹೇಳಿಕೆ ನೀಡಲಿದೆ. (734, 1162, 918, 1228)
cartoon-panel (297, 80, 659, 368)
sign-mithuna: ♊ ಮಿಥುನ ನಿಮ್ಮ ಕಾರ್ಯದಲ್ಲಿ ನಿರಾಸಕ್ತಿ. ಹಣ ವೆಚ್ಚ ಹೆಚ್ಚಲಿದೆ. ಸಂಬಂಧದಲ್ಲಿ ಬಿರುಕು. (28, 580, 101, 617)
